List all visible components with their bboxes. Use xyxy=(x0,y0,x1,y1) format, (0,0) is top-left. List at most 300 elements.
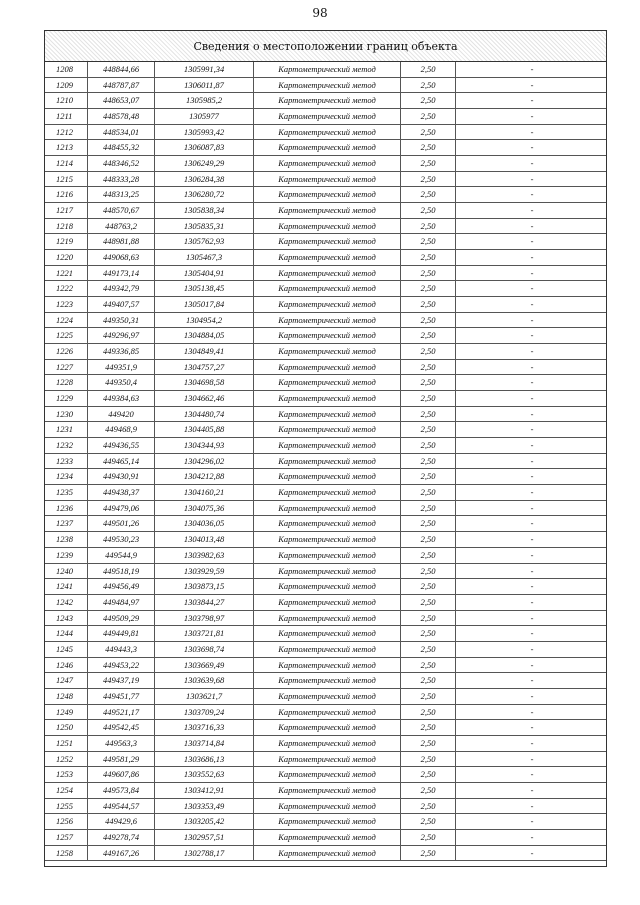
point-number-cell: 1212 xyxy=(45,125,88,140)
point-number-cell: 1250 xyxy=(45,720,88,735)
accuracy-cell: 2,50 xyxy=(401,642,456,657)
x-coordinate-cell: 448570,67 xyxy=(88,203,155,218)
method-cell: Картометрический метод xyxy=(254,78,401,93)
point-number-cell: 1257 xyxy=(45,830,88,845)
method-cell: Картометрический метод xyxy=(254,62,401,77)
method-cell: Картометрический метод xyxy=(254,846,401,861)
method-cell: Картометрический метод xyxy=(254,720,401,735)
y-coordinate-cell: 1304160,21 xyxy=(155,485,254,500)
x-coordinate-cell: 448313,25 xyxy=(88,187,155,202)
table-row xyxy=(45,532,606,548)
y-coordinate-cell: 1305017,84 xyxy=(155,297,254,312)
point-number-cell: 1252 xyxy=(45,752,88,767)
y-coordinate-cell: 1304405,88 xyxy=(155,422,254,437)
table-row xyxy=(45,78,606,94)
description-cell: - xyxy=(530,424,534,435)
accuracy-cell: 2,50 xyxy=(401,626,456,641)
table-row xyxy=(45,454,606,470)
table-row xyxy=(45,438,606,454)
point-number-cell: 1243 xyxy=(45,611,88,626)
description-cell: - xyxy=(530,158,534,169)
x-coordinate-cell: 449407,57 xyxy=(88,297,155,312)
method-cell: Картометрический метод xyxy=(254,407,401,422)
method-cell: Картометрический метод xyxy=(254,281,401,296)
description-cell: - xyxy=(530,205,534,216)
description-cell: - xyxy=(530,596,534,607)
accuracy-cell: 2,50 xyxy=(401,595,456,610)
description-cell: - xyxy=(530,706,534,717)
y-coordinate-cell: 1305985,2 xyxy=(155,93,254,108)
y-coordinate-cell: 1305838,34 xyxy=(155,203,254,218)
accuracy-cell: 2,50 xyxy=(401,438,456,453)
description-cell: - xyxy=(530,189,534,200)
method-cell: Картометрический метод xyxy=(254,516,401,531)
y-coordinate-cell: 1304757,27 xyxy=(155,360,254,375)
accuracy-cell: 2,50 xyxy=(401,767,456,782)
accuracy-cell: 2,50 xyxy=(401,140,456,155)
description-cell: - xyxy=(530,283,534,294)
table-row xyxy=(45,375,606,391)
accuracy-cell: 2,50 xyxy=(401,281,456,296)
point-number-cell: 1232 xyxy=(45,438,88,453)
point-number-cell: 1248 xyxy=(45,689,88,704)
method-cell: Картометрический метод xyxy=(254,658,401,673)
method-cell: Картометрический метод xyxy=(254,234,401,249)
accuracy-cell: 2,50 xyxy=(401,344,456,359)
x-coordinate-cell: 448346,52 xyxy=(88,156,155,171)
point-number-cell: 1229 xyxy=(45,391,88,406)
point-number-cell: 1209 xyxy=(45,78,88,93)
accuracy-cell: 2,50 xyxy=(401,360,456,375)
x-coordinate-cell: 449544,57 xyxy=(88,799,155,814)
description-cell: - xyxy=(530,361,534,372)
accuracy-cell: 2,50 xyxy=(401,62,456,77)
point-number-cell: 1221 xyxy=(45,266,88,281)
y-coordinate-cell: 1302788,17 xyxy=(155,846,254,861)
method-cell: Картометрический метод xyxy=(254,705,401,720)
table-row xyxy=(45,234,606,250)
point-number-cell: 1255 xyxy=(45,799,88,814)
accuracy-cell: 2,50 xyxy=(401,234,456,249)
description-cell: - xyxy=(530,643,534,654)
y-coordinate-cell: 1303412,91 xyxy=(155,783,254,798)
point-number-cell: 1236 xyxy=(45,501,88,516)
table-title: Сведения о местоположении границ объекта xyxy=(193,40,458,53)
point-number-cell: 1256 xyxy=(45,814,88,829)
point-number-cell: 1245 xyxy=(45,642,88,657)
x-coordinate-cell: 449544,9 xyxy=(88,548,155,563)
accuracy-cell: 2,50 xyxy=(401,422,456,437)
x-coordinate-cell: 449351,9 xyxy=(88,360,155,375)
y-coordinate-cell: 1306011,87 xyxy=(155,78,254,93)
method-cell: Картометрический метод xyxy=(254,375,401,390)
point-number-cell: 1258 xyxy=(45,846,88,861)
y-coordinate-cell: 1305762,93 xyxy=(155,234,254,249)
accuracy-cell: 2,50 xyxy=(401,673,456,688)
accuracy-cell: 2,50 xyxy=(401,752,456,767)
method-cell: Картометрический метод xyxy=(254,783,401,798)
y-coordinate-cell: 1303929,59 xyxy=(155,564,254,579)
accuracy-cell: 2,50 xyxy=(401,203,456,218)
description-cell: - xyxy=(530,659,534,670)
y-coordinate-cell: 1303982,63 xyxy=(155,548,254,563)
description-cell: - xyxy=(530,330,534,341)
method-cell: Картометрический метод xyxy=(254,564,401,579)
accuracy-cell: 2,50 xyxy=(401,266,456,281)
method-cell: Картометрический метод xyxy=(254,438,401,453)
y-coordinate-cell: 1303353,49 xyxy=(155,799,254,814)
table-row xyxy=(45,469,606,485)
method-cell: Картометрический метод xyxy=(254,799,401,814)
x-coordinate-cell: 449456,49 xyxy=(88,579,155,594)
point-number-cell: 1240 xyxy=(45,564,88,579)
x-coordinate-cell: 449451,77 xyxy=(88,689,155,704)
method-cell: Картометрический метод xyxy=(254,93,401,108)
x-coordinate-cell: 449449,81 xyxy=(88,626,155,641)
table-row xyxy=(45,752,606,768)
accuracy-cell: 2,50 xyxy=(401,736,456,751)
method-cell: Картометрический метод xyxy=(254,344,401,359)
table-row xyxy=(45,328,606,344)
accuracy-cell: 2,50 xyxy=(401,375,456,390)
y-coordinate-cell: 1304296,02 xyxy=(155,454,254,469)
description-cell: - xyxy=(530,299,534,310)
description-cell: - xyxy=(530,236,534,247)
accuracy-cell: 2,50 xyxy=(401,485,456,500)
method-cell: Картометрический метод xyxy=(254,689,401,704)
table-row xyxy=(45,250,606,266)
accuracy-cell: 2,50 xyxy=(401,720,456,735)
table-row xyxy=(45,360,606,376)
y-coordinate-cell: 1305404,91 xyxy=(155,266,254,281)
method-cell: Картометрический метод xyxy=(254,297,401,312)
accuracy-cell: 2,50 xyxy=(401,846,456,861)
table-row xyxy=(45,736,606,752)
table-row xyxy=(45,564,606,580)
y-coordinate-cell: 1306280,72 xyxy=(155,187,254,202)
accuracy-cell: 2,50 xyxy=(401,611,456,626)
method-cell: Картометрический метод xyxy=(254,548,401,563)
y-coordinate-cell: 1305835,31 xyxy=(155,219,254,234)
x-coordinate-cell: 449173,14 xyxy=(88,266,155,281)
y-coordinate-cell: 1303716,33 xyxy=(155,720,254,735)
table-row xyxy=(45,156,606,172)
accuracy-cell: 2,50 xyxy=(401,532,456,547)
x-coordinate-cell: 448455,32 xyxy=(88,140,155,155)
description-cell: - xyxy=(530,502,534,513)
accuracy-cell: 2,50 xyxy=(401,125,456,140)
description-cell: - xyxy=(530,377,534,388)
method-cell: Картометрический метод xyxy=(254,626,401,641)
y-coordinate-cell: 1304075,36 xyxy=(155,501,254,516)
accuracy-cell: 2,50 xyxy=(401,187,456,202)
point-number-cell: 1218 xyxy=(45,219,88,234)
y-coordinate-cell: 1305138,45 xyxy=(155,281,254,296)
x-coordinate-cell: 449296,97 xyxy=(88,328,155,343)
y-coordinate-cell: 1306284,38 xyxy=(155,172,254,187)
description-cell: - xyxy=(530,800,534,811)
accuracy-cell: 2,50 xyxy=(401,783,456,798)
point-number-cell: 1242 xyxy=(45,595,88,610)
point-number-cell: 1241 xyxy=(45,579,88,594)
table-row xyxy=(45,187,606,203)
x-coordinate-cell: 449479,06 xyxy=(88,501,155,516)
table-row xyxy=(45,783,606,799)
description-cell: - xyxy=(530,737,534,748)
description-cell: - xyxy=(530,408,534,419)
table-row xyxy=(45,673,606,689)
x-coordinate-cell: 449437,19 xyxy=(88,673,155,688)
x-coordinate-cell: 449167,26 xyxy=(88,846,155,861)
point-number-cell: 1249 xyxy=(45,705,88,720)
table-row xyxy=(45,501,606,517)
y-coordinate-cell: 1304344,93 xyxy=(155,438,254,453)
table-row xyxy=(45,548,606,564)
x-coordinate-cell: 449542,45 xyxy=(88,720,155,735)
point-number-cell: 1251 xyxy=(45,736,88,751)
description-cell: - xyxy=(530,267,534,278)
description-cell: - xyxy=(530,455,534,466)
accuracy-cell: 2,50 xyxy=(401,830,456,845)
table-row xyxy=(45,407,606,423)
method-cell: Картометрический метод xyxy=(254,360,401,375)
method-cell: Картометрический метод xyxy=(254,156,401,171)
description-cell: - xyxy=(530,784,534,795)
point-number-cell: 1216 xyxy=(45,187,88,202)
method-cell: Картометрический метод xyxy=(254,642,401,657)
point-number-cell: 1246 xyxy=(45,658,88,673)
x-coordinate-cell: 448787,87 xyxy=(88,78,155,93)
table-row xyxy=(45,579,606,595)
x-coordinate-cell: 449342,79 xyxy=(88,281,155,296)
accuracy-cell: 2,50 xyxy=(401,297,456,312)
y-coordinate-cell: 1303639,68 xyxy=(155,673,254,688)
y-coordinate-cell: 1304013,48 xyxy=(155,532,254,547)
accuracy-cell: 2,50 xyxy=(401,407,456,422)
y-coordinate-cell: 1303698,74 xyxy=(155,642,254,657)
method-cell: Картометрический метод xyxy=(254,767,401,782)
method-cell: Картометрический метод xyxy=(254,611,401,626)
x-coordinate-cell: 449429,6 xyxy=(88,814,155,829)
boundary-table xyxy=(44,30,607,867)
method-cell: Картометрический метод xyxy=(254,673,401,688)
accuracy-cell: 2,50 xyxy=(401,109,456,124)
description-cell: - xyxy=(530,252,534,263)
description-cell: - xyxy=(530,769,534,780)
point-number-cell: 1219 xyxy=(45,234,88,249)
accuracy-cell: 2,50 xyxy=(401,219,456,234)
x-coordinate-cell: 449563,3 xyxy=(88,736,155,751)
accuracy-cell: 2,50 xyxy=(401,454,456,469)
accuracy-cell: 2,50 xyxy=(401,156,456,171)
point-number-cell: 1233 xyxy=(45,454,88,469)
description-cell: - xyxy=(530,690,534,701)
table-row xyxy=(45,611,606,627)
description-cell: - xyxy=(530,753,534,764)
point-number-cell: 1247 xyxy=(45,673,88,688)
description-cell: - xyxy=(530,440,534,451)
table-row xyxy=(45,203,606,219)
accuracy-cell: 2,50 xyxy=(401,391,456,406)
method-cell: Картометрический метод xyxy=(254,250,401,265)
accuracy-cell: 2,50 xyxy=(401,814,456,829)
y-coordinate-cell: 1303621,7 xyxy=(155,689,254,704)
accuracy-cell: 2,50 xyxy=(401,313,456,328)
description-cell: - xyxy=(530,126,534,137)
table-row xyxy=(45,62,606,78)
description-cell: - xyxy=(530,487,534,498)
x-coordinate-cell: 448578,48 xyxy=(88,109,155,124)
description-cell: - xyxy=(530,111,534,122)
x-coordinate-cell: 449573,84 xyxy=(88,783,155,798)
x-coordinate-cell: 449468,9 xyxy=(88,422,155,437)
description-cell: - xyxy=(530,314,534,325)
description-cell: - xyxy=(530,173,534,184)
accuracy-cell: 2,50 xyxy=(401,689,456,704)
x-coordinate-cell: 449607,86 xyxy=(88,767,155,782)
method-cell: Картометрический метод xyxy=(254,140,401,155)
x-coordinate-cell: 449581,29 xyxy=(88,752,155,767)
table-row xyxy=(45,767,606,783)
method-cell: Картометрический метод xyxy=(254,391,401,406)
table-row xyxy=(45,297,606,313)
point-number-cell: 1222 xyxy=(45,281,88,296)
y-coordinate-cell: 1304036,05 xyxy=(155,516,254,531)
table-row xyxy=(45,266,606,282)
table-row xyxy=(45,219,606,235)
y-coordinate-cell: 1303798,97 xyxy=(155,611,254,626)
method-cell: Картометрический метод xyxy=(254,532,401,547)
table-row xyxy=(45,720,606,736)
accuracy-cell: 2,50 xyxy=(401,78,456,93)
table-row xyxy=(45,799,606,815)
x-coordinate-cell: 449384,63 xyxy=(88,391,155,406)
point-number-cell: 1213 xyxy=(45,140,88,155)
accuracy-cell: 2,50 xyxy=(401,799,456,814)
y-coordinate-cell: 1303721,81 xyxy=(155,626,254,641)
x-coordinate-cell: 449501,26 xyxy=(88,516,155,531)
x-coordinate-cell: 449336,85 xyxy=(88,344,155,359)
accuracy-cell: 2,50 xyxy=(401,579,456,594)
description-cell: - xyxy=(530,79,534,90)
point-number-cell: 1230 xyxy=(45,407,88,422)
point-number-cell: 1231 xyxy=(45,422,88,437)
x-coordinate-cell: 449350,31 xyxy=(88,313,155,328)
point-number-cell: 1215 xyxy=(45,172,88,187)
method-cell: Картометрический метод xyxy=(254,736,401,751)
x-coordinate-cell: 449453,22 xyxy=(88,658,155,673)
x-coordinate-cell: 449436,55 xyxy=(88,438,155,453)
x-coordinate-cell: 448981,88 xyxy=(88,234,155,249)
x-coordinate-cell: 448333,28 xyxy=(88,172,155,187)
y-coordinate-cell: 1304212,88 xyxy=(155,469,254,484)
method-cell: Картометрический метод xyxy=(254,125,401,140)
y-coordinate-cell: 1304480,74 xyxy=(155,407,254,422)
table-row xyxy=(45,689,606,705)
x-coordinate-cell: 449278,74 xyxy=(88,830,155,845)
y-coordinate-cell: 1305467,3 xyxy=(155,250,254,265)
method-cell: Картометрический метод xyxy=(254,172,401,187)
table-row xyxy=(45,344,606,360)
accuracy-cell: 2,50 xyxy=(401,705,456,720)
description-cell: - xyxy=(530,346,534,357)
accuracy-cell: 2,50 xyxy=(401,516,456,531)
accuracy-cell: 2,50 xyxy=(401,172,456,187)
point-number-cell: 1224 xyxy=(45,313,88,328)
point-number-cell: 1253 xyxy=(45,767,88,782)
y-coordinate-cell: 1303552,63 xyxy=(155,767,254,782)
x-coordinate-cell: 449430,91 xyxy=(88,469,155,484)
accuracy-cell: 2,50 xyxy=(401,548,456,563)
point-number-cell: 1214 xyxy=(45,156,88,171)
table-row xyxy=(45,814,606,830)
x-coordinate-cell: 449518,19 xyxy=(88,564,155,579)
table-row xyxy=(45,658,606,674)
table-row xyxy=(45,422,606,438)
point-number-cell: 1226 xyxy=(45,344,88,359)
description-cell: - xyxy=(530,581,534,592)
point-number-cell: 1254 xyxy=(45,783,88,798)
table-row xyxy=(45,642,606,658)
x-coordinate-cell: 449465,14 xyxy=(88,454,155,469)
point-number-cell: 1211 xyxy=(45,109,88,124)
method-cell: Картометрический метод xyxy=(254,595,401,610)
table-row xyxy=(45,516,606,532)
y-coordinate-cell: 1304698,58 xyxy=(155,375,254,390)
y-coordinate-cell: 1304849,41 xyxy=(155,344,254,359)
point-number-cell: 1217 xyxy=(45,203,88,218)
table-row xyxy=(45,313,606,329)
x-coordinate-cell: 448844,66 xyxy=(88,62,155,77)
method-cell: Картометрический метод xyxy=(254,501,401,516)
table-row xyxy=(45,140,606,156)
y-coordinate-cell: 1303669,49 xyxy=(155,658,254,673)
table-row xyxy=(45,595,606,611)
y-coordinate-cell: 1306087,83 xyxy=(155,140,254,155)
x-coordinate-cell: 449443,3 xyxy=(88,642,155,657)
table-row xyxy=(45,705,606,721)
x-coordinate-cell: 449350,4 xyxy=(88,375,155,390)
point-number-cell: 1244 xyxy=(45,626,88,641)
accuracy-cell: 2,50 xyxy=(401,501,456,516)
method-cell: Картометрический метод xyxy=(254,814,401,829)
table-row xyxy=(45,485,606,501)
point-number-cell: 1223 xyxy=(45,297,88,312)
table-row xyxy=(45,391,606,407)
x-coordinate-cell: 449068,63 xyxy=(88,250,155,265)
table-row xyxy=(45,93,606,109)
accuracy-cell: 2,50 xyxy=(401,93,456,108)
y-coordinate-cell: 1305991,34 xyxy=(155,62,254,77)
method-cell: Картометрический метод xyxy=(254,109,401,124)
table-row xyxy=(45,281,606,297)
point-number-cell: 1210 xyxy=(45,93,88,108)
point-number-cell: 1237 xyxy=(45,516,88,531)
description-cell: - xyxy=(530,565,534,576)
y-coordinate-cell: 1303686,13 xyxy=(155,752,254,767)
description-cell: - xyxy=(530,220,534,231)
x-coordinate-cell: 448763,2 xyxy=(88,219,155,234)
table-row xyxy=(45,626,606,642)
y-coordinate-cell: 1306249,29 xyxy=(155,156,254,171)
description-cell: - xyxy=(530,142,534,153)
description-cell: - xyxy=(530,831,534,842)
x-coordinate-cell: 449420 xyxy=(88,407,155,422)
method-cell: Картометрический метод xyxy=(254,469,401,484)
accuracy-cell: 2,50 xyxy=(401,564,456,579)
y-coordinate-cell: 1303205,42 xyxy=(155,814,254,829)
accuracy-cell: 2,50 xyxy=(401,469,456,484)
